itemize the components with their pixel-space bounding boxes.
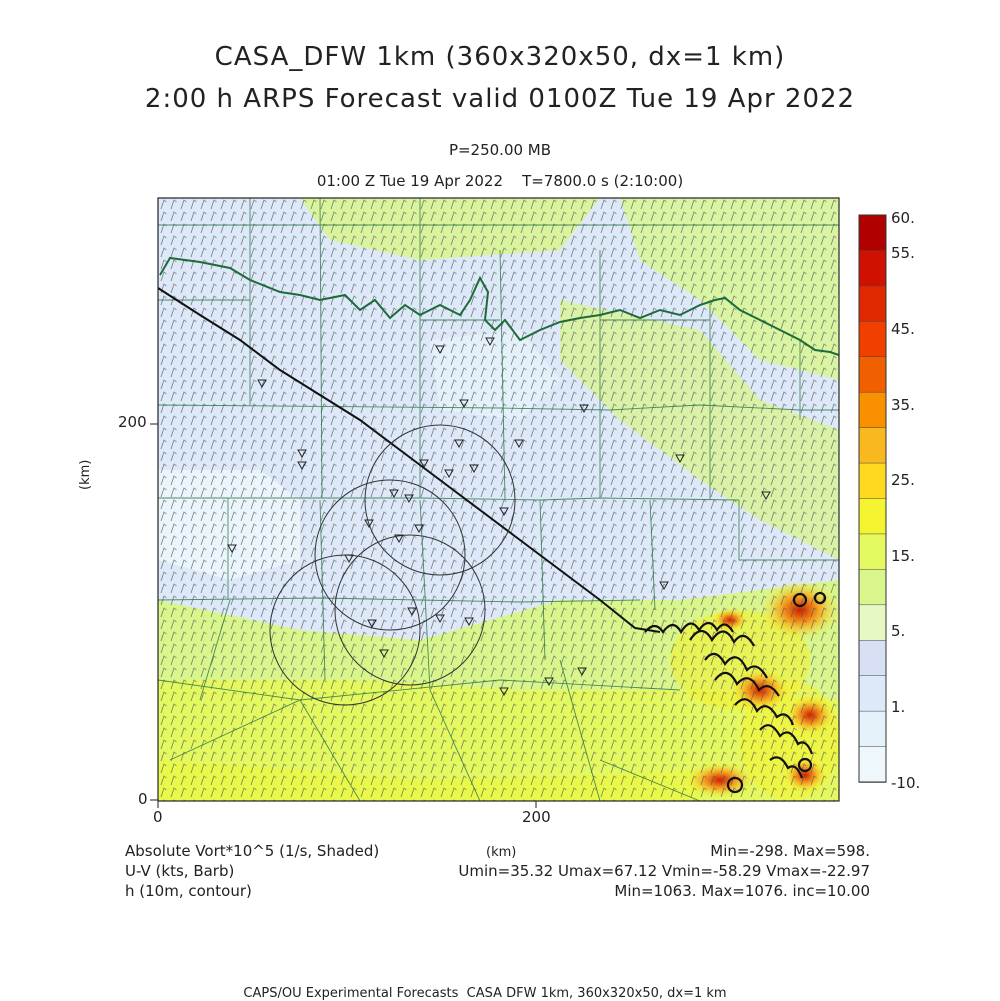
colorbar-segment (859, 428, 886, 464)
colorbar-segment (859, 534, 886, 570)
colorbar-segment (859, 605, 886, 641)
colorbar-label: 35. (891, 396, 915, 414)
y-tick-200: 200 (118, 413, 147, 431)
stats-wind: Umin=35.32 Umax=67.12 Vmin=-58.29 Vmax=-22.97 (458, 862, 870, 880)
x-tick-0: 0 (153, 808, 163, 826)
colorbar-segment (859, 569, 886, 605)
colorbar-segment (859, 711, 886, 747)
colorbar-label: 55. (891, 244, 915, 262)
pressure-level: P=250.00 MB (448, 141, 552, 159)
colorbar-segment (859, 250, 886, 286)
x-tick-200: 200 (522, 808, 551, 826)
stats-height: Min=1063. Max=1076. inc=10.00 (614, 882, 870, 900)
colorbar-segment (859, 321, 886, 357)
y-axis-label: (km) (78, 459, 93, 490)
colorbar-label: 60. (891, 209, 915, 227)
stats-vorticity: Min=-298. Max=598. (710, 842, 870, 860)
title-line-2: 2:00 h ARPS Forecast valid 0100Z Tue 19 Apr 2022 (144, 84, 856, 114)
legend-field-vorticity: Absolute Vort*10^5 (1/s, Shaded) (125, 842, 380, 860)
colorbar (859, 215, 886, 783)
colorbar-segment (859, 747, 886, 783)
colorbar-segment (859, 499, 886, 535)
colorbar-segment (859, 463, 886, 499)
footer: CAPS/OU Experimental Forecasts CASA DFW 1km, 360x320x50, dx=1 km (243, 986, 727, 1001)
colorbar-segment (859, 676, 886, 712)
legend-field-wind: U-V (kts, Barb) (125, 862, 235, 880)
vorticity-shading (158, 198, 840, 801)
valid-time: 01:00 Z Tue 19 Apr 2022 T=7800.0 s (2:10:00) (316, 172, 684, 190)
colorbar-segment (859, 392, 886, 428)
x-axis-label: (km) (486, 845, 517, 860)
colorbar-label: -10. (891, 774, 921, 792)
legend-field-height: h (10m, contour) (125, 882, 252, 900)
colorbar-segment (859, 215, 886, 251)
colorbar-segment (859, 357, 886, 393)
y-tick-0: 0 (138, 790, 148, 808)
title-line-1: CASA_DFW 1km (360x320x50, dx=1 km) (214, 42, 786, 72)
colorbar-segment (859, 286, 886, 322)
colorbar-label: 25. (891, 471, 915, 489)
colorbar-label: 5. (891, 622, 906, 640)
colorbar-label: 15. (891, 547, 915, 565)
colorbar-segment (859, 640, 886, 676)
colorbar-label: 45. (891, 320, 915, 338)
colorbar-label: 1. (891, 698, 906, 716)
